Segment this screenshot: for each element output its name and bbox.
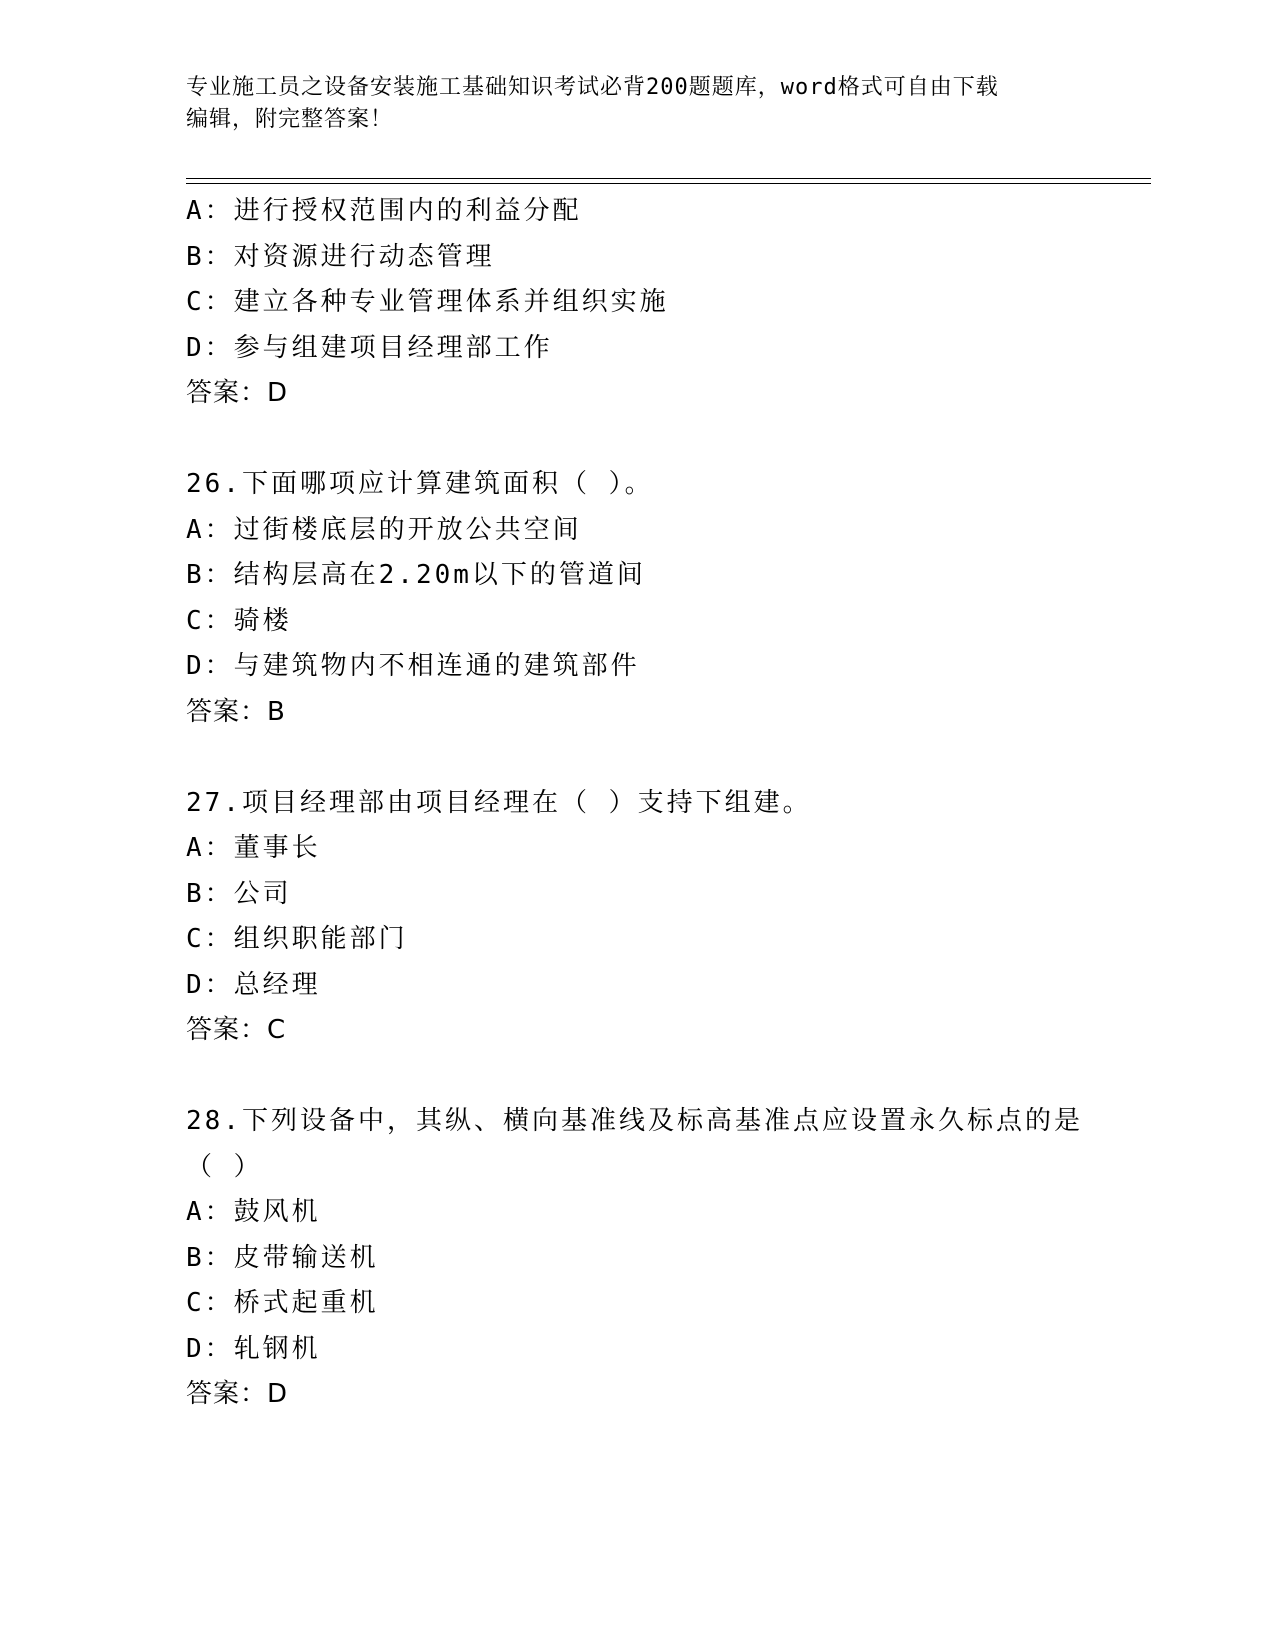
option-b: B：对资源进行动态管理 <box>186 241 495 272</box>
spacer <box>186 1054 1106 1100</box>
question-stem: 27.项目经理部由项目经理在（ ）支持下组建。 <box>186 787 812 818</box>
option-b: B：结构层高在2.20m以下的管道间 <box>186 560 646 590</box>
document-header <box>186 72 1066 136</box>
answer-line: 答案：C <box>186 1015 287 1045</box>
answer-line: 答案：D <box>186 1379 289 1409</box>
option-d: D：轧钢机 <box>186 1333 321 1364</box>
question-stem-line-1: 28.下列设备中，其纵、横向基准线及标高基准点应设置永久标点的是 <box>186 1106 1083 1136</box>
option-b: B：公司 <box>186 878 292 909</box>
answer-line: 答案：B <box>186 696 286 727</box>
question-list <box>186 189 1106 1418</box>
option-c: C：建立各种专业管理体系并组织实施 <box>186 287 669 317</box>
header-divider-bottom <box>186 183 1151 184</box>
question-block-26 <box>186 462 1106 735</box>
spacer <box>186 417 1106 463</box>
question-stem: 26.下面哪项应计算建筑面积（ ）。 <box>186 469 654 499</box>
question-block-28 <box>186 1099 1106 1418</box>
option-a: A：过街楼底层的开放公共空间 <box>186 514 582 545</box>
option-b: B：皮带输送机 <box>186 1242 379 1273</box>
question-block-27 <box>186 781 1106 1054</box>
option-c: C：桥式起重机 <box>186 1288 379 1318</box>
option-a: A：董事长 <box>186 833 321 863</box>
option-c: C：骑楼 <box>186 605 292 636</box>
question-block-25 <box>186 189 1106 417</box>
header-title-line-2: 编辑，附完整答案！ <box>186 107 394 132</box>
option-d: D：参与组建项目经理部工作 <box>186 332 553 363</box>
header-divider-top <box>186 178 1151 179</box>
option-a: A：鼓风机 <box>186 1197 321 1227</box>
option-a: A：进行授权范围内的利益分配 <box>186 196 582 226</box>
question-stem-line-2: （ ） <box>186 1151 263 1182</box>
spacer <box>186 735 1106 781</box>
header-title-line-1: 专业施工员之设备安装施工基础知识考试必背200题题库，word格式可自由下载 <box>186 75 999 100</box>
answer-line: 答案：D <box>186 378 289 408</box>
option-c: C：组织职能部门 <box>186 924 408 954</box>
option-d: D：总经理 <box>186 969 321 1000</box>
option-d: D：与建筑物内不相连通的建筑部件 <box>186 651 640 681</box>
